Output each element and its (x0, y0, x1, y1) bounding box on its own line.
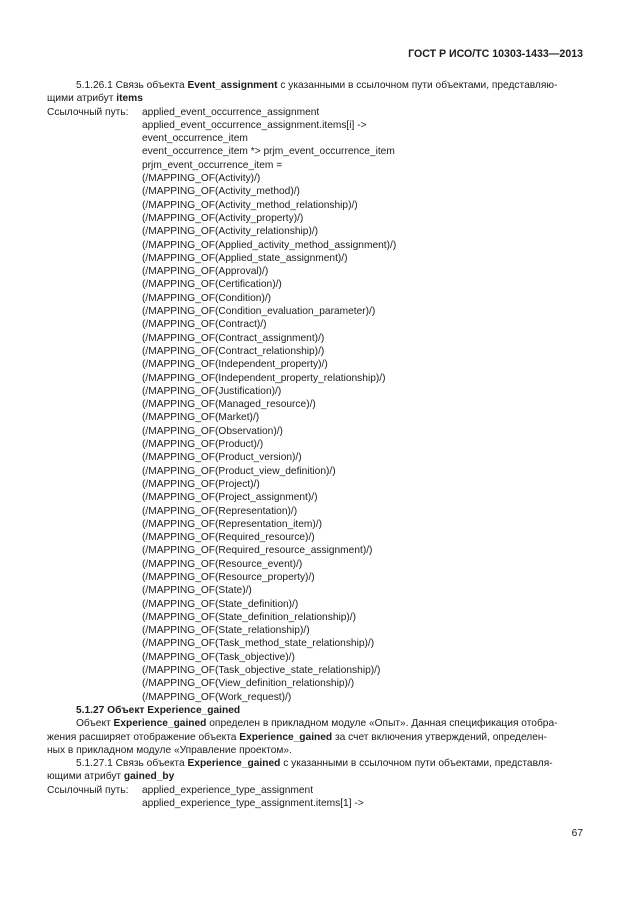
reference-path-line: (/MAPPING_OF(Condition)/) (142, 292, 272, 304)
reference-path-line: (/MAPPING_OF(Approval)/) (142, 266, 269, 278)
reference-path-line: (/MAPPING_OF(Required_resource)/) (142, 532, 315, 544)
reference-path-line: (/MAPPING_OF(Product_version)/) (142, 452, 302, 464)
reference-path-line: (/MAPPING_OF(Task_method_state_relationship)/) (142, 638, 375, 650)
reference-path-line: (/MAPPING_OF(Task_objective)/) (142, 651, 295, 663)
reference-path-line: (/MAPPING_OF(Project_assignment)/) (142, 492, 318, 504)
reference-path-line: (/MAPPING_OF(Certification)/) (142, 279, 282, 291)
reference-path-label: Ссылочный путь: (47, 106, 129, 118)
section-5-1-27-para-line3: ных в прикладном модуле «Управление проектом». (47, 744, 292, 756)
entity-name: Experience_gained (239, 731, 333, 743)
reference-path-block (47, 797, 585, 810)
section-text: Связь объекта (115, 758, 185, 770)
page-content (47, 79, 585, 810)
section-5-1-27-1-line1 (47, 757, 585, 770)
reference-path-line: (/MAPPING_OF(Contract)/) (142, 319, 267, 331)
section-number: 5.1.27.1 (76, 758, 113, 770)
reference-path-line: (/MAPPING_OF(Managed_resource)/) (142, 399, 316, 411)
section-5-1-26-1-line2 (47, 92, 585, 105)
reference-path-line: (/MAPPING_OF(State)/) (142, 585, 252, 597)
reference-path-row (47, 106, 585, 119)
section-5-1-26-1-line1 (47, 79, 585, 92)
section-text: Связь объекта (115, 80, 185, 91)
reference-path-row (47, 784, 585, 797)
reference-path-line: (/MAPPING_OF(Observation)/) (142, 425, 283, 437)
reference-path-line: event_occurrence_item *> prjm_event_occurrence_item (142, 146, 395, 158)
para-text: жения расширяет отображение объекта (47, 731, 237, 743)
para-text: Объект (76, 718, 111, 730)
reference-path-line: applied_experience_type_assignment.items[1] -> (142, 798, 364, 810)
reference-path-line: (/MAPPING_OF(Market)/) (142, 412, 260, 424)
attribute-name: gained_by (123, 771, 175, 783)
reference-path-line: (/MAPPING_OF(State_definition)/) (142, 598, 299, 610)
reference-path-line: (/MAPPING_OF(View_definition_relationship)/) (142, 678, 355, 690)
reference-path-line: (/MAPPING_OF(Activity_property)/) (142, 212, 304, 224)
reference-path-line: (/MAPPING_OF(Product)/) (142, 439, 264, 451)
reference-path-line: (/MAPPING_OF(State_relationship)/) (142, 625, 310, 637)
reference-path-line: (/MAPPING_OF(Justification)/) (142, 385, 282, 397)
reference-path-line: (/MAPPING_OF(Activity)/) (142, 173, 261, 185)
document-header: ГОСТ Р ИСО/ТС 10303-1433—2013 (408, 48, 583, 60)
section-text: ющими атрибут (47, 771, 122, 783)
reference-path-line: (/MAPPING_OF(Activity_method_relationship)/) (142, 199, 358, 211)
reference-path-line: (/MAPPING_OF(Applied_state_assignment)/) (142, 252, 348, 264)
reference-path-line: (/MAPPING_OF(State_definition_relationship)/) (142, 611, 357, 623)
reference-path-line: (/MAPPING_OF(Independent_property)/) (142, 359, 328, 371)
reference-path-line: (/MAPPING_OF(Task_objective_state_relationship)/) (142, 665, 381, 677)
section-text: щими атрибут (47, 93, 114, 105)
reference-path-line: (/MAPPING_OF(Contract_relationship)/) (142, 345, 325, 357)
reference-path-line: event_occurrence_item (142, 133, 248, 145)
section-5-1-27-para-line1 (47, 717, 585, 730)
reference-path-line: applied_experience_type_assignment (142, 784, 314, 796)
attribute-name: items (116, 93, 143, 105)
reference-path-block (47, 119, 585, 704)
reference-path-label: Ссылочный путь: (47, 784, 129, 796)
reference-path-line: (/MAPPING_OF(Activity_method)/) (142, 186, 300, 198)
page-number: 67 (571, 828, 583, 839)
entity-name: Experience_gained (187, 758, 281, 770)
reference-path-line: (/MAPPING_OF(Work_request)/) (142, 691, 292, 703)
section-number: 5.1.26.1 (76, 80, 113, 91)
section-5-1-27-heading: 5.1.27 Объект Experience_gained (76, 704, 241, 716)
reference-path-line: (/MAPPING_OF(Project)/) (142, 478, 260, 490)
reference-path-line: applied_event_occurrence_assignment.items[i] -> (142, 119, 367, 131)
section-5-1-27-1-line2 (47, 770, 585, 783)
reference-path-line: (/MAPPING_OF(Representation)/) (142, 505, 298, 517)
entity-name: Event_assignment (187, 80, 278, 91)
section-5-1-27-para-line2 (47, 731, 585, 744)
reference-path-line: (/MAPPING_OF(Condition_evaluation_parameter)/) (142, 306, 376, 318)
reference-path-line: (/MAPPING_OF(Resource_property)/) (142, 571, 315, 583)
reference-path-line: (/MAPPING_OF(Product_view_definition)/) (142, 465, 336, 477)
reference-path-line: (/MAPPING_OF(Applied_activity_method_assignment)/) (142, 239, 397, 251)
reference-path-line: (/MAPPING_OF(Representation_item)/) (142, 518, 323, 530)
reference-path-line: applied_event_occurrence_assignment (142, 106, 320, 118)
section-text: с указанными в ссылочном пути объектами, представля- (283, 758, 553, 770)
reference-path-line: (/MAPPING_OF(Independent_property_relationship)/) (142, 372, 386, 384)
para-text: определен в прикладном модуле «Опыт». Данная спецификация отобра- (209, 718, 558, 730)
reference-path-line: (/MAPPING_OF(Contract_assignment)/) (142, 332, 325, 344)
reference-path-line: (/MAPPING_OF(Required_resource_assignment)/) (142, 545, 373, 557)
para-text: за счет включения утверждений, определен- (335, 731, 547, 743)
reference-path-line: (/MAPPING_OF(Resource_event)/) (142, 558, 303, 570)
section-text: с указанными в ссылочном пути объектами, представляю- (280, 80, 558, 91)
reference-path-line: prjm_event_occurrence_item = (142, 159, 283, 171)
reference-path-line: (/MAPPING_OF(Activity_relationship)/) (142, 226, 319, 238)
entity-name: Experience_gained (113, 718, 207, 730)
